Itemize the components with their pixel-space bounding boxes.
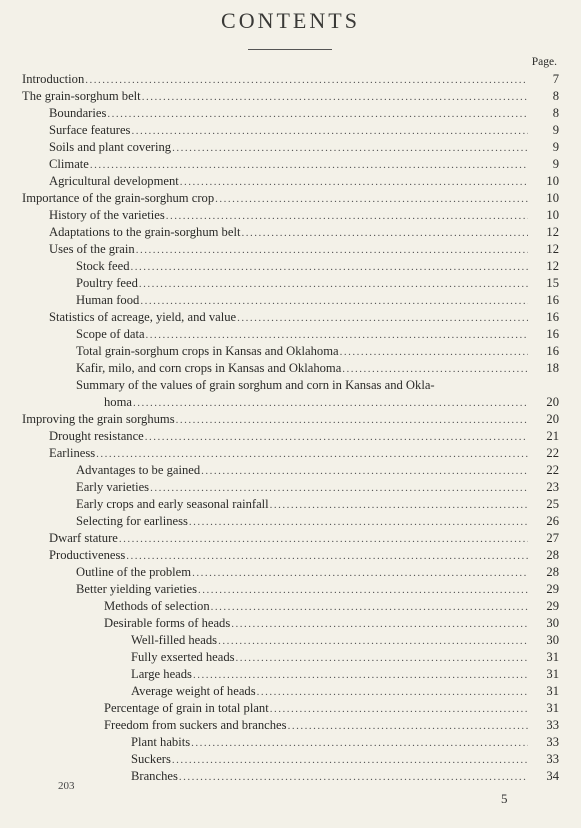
toc-entry-label: Total grain-sorghum crops in Kansas and Oklahoma [76, 344, 339, 358]
dot-leader [172, 752, 528, 769]
toc-entry [22, 173, 559, 190]
toc-entry-page: 27 [546, 531, 559, 545]
toc-entry-page: 31 [546, 701, 559, 715]
toc-entry [22, 411, 559, 428]
dot-leader [172, 140, 528, 157]
dot-leader [236, 650, 528, 667]
toc-entry-label: Better yielding varieties [76, 582, 197, 596]
toc-entry-label: Importance of the grain-sorghum crop [22, 191, 215, 205]
toc-entry-label: Advantages to be gained [76, 463, 201, 477]
toc-entry-page: 34 [546, 769, 559, 783]
toc-entry-label: Large heads [131, 667, 192, 681]
toc-entry [22, 615, 559, 632]
toc-entry-label: Kafir, milo, and corn crops in Kansas and Oklahoma [76, 361, 342, 375]
dot-leader [257, 684, 528, 701]
toc-entry-label: Earliness [49, 446, 96, 460]
toc-entry-page: 21 [546, 429, 559, 443]
toc-entry [22, 122, 559, 139]
toc-entry-label: Methods of selection [104, 599, 210, 613]
toc-entry-page: 16 [546, 293, 559, 307]
toc-entry-label: Desirable forms of heads [104, 616, 231, 630]
toc-entry-page: 9 [552, 157, 559, 171]
dot-leader [342, 361, 528, 378]
toc-entry [22, 445, 559, 462]
toc-entry-page: 22 [546, 446, 559, 460]
dot-leader [139, 276, 528, 293]
toc-entry [22, 207, 559, 224]
toc-entry [22, 190, 559, 207]
toc-entry-page: 15 [546, 276, 559, 290]
page-number: 5 [501, 791, 508, 806]
toc-entry-page: 9 [552, 123, 559, 137]
toc-entry-label: Statistics of acreage, yield, and value [49, 310, 237, 324]
toc-entry-page: 28 [546, 565, 559, 579]
toc-entry [22, 683, 559, 700]
dot-leader [192, 565, 528, 582]
toc-entry-page: 28 [546, 548, 559, 562]
toc-entry-page: 12 [546, 242, 559, 256]
dot-leader [85, 72, 528, 89]
dot-leader [231, 616, 528, 633]
toc-entry-page: 31 [546, 650, 559, 664]
toc-entry [22, 224, 559, 241]
toc-entry-label: Boundaries [49, 106, 107, 120]
dot-leader [107, 106, 528, 123]
toc-entry-page: 18 [546, 361, 559, 375]
toc-entry-label: Human food [76, 293, 140, 307]
toc-entry-page: 23 [546, 480, 559, 494]
dot-leader [146, 327, 528, 344]
title-rule [248, 49, 332, 50]
toc-entry [22, 258, 559, 275]
toc-entry-label: Soils and plant covering [49, 140, 172, 154]
toc-entry [22, 479, 559, 496]
dot-leader [201, 463, 528, 480]
toc-entry-page: 29 [546, 582, 559, 596]
dot-leader [150, 480, 528, 497]
dot-leader [218, 633, 528, 650]
toc-entry-label: Well-filled heads [131, 633, 218, 647]
toc-entry-label: Surface features [49, 123, 131, 137]
toc-entry [22, 360, 559, 377]
toc-entry-page: 33 [546, 718, 559, 732]
toc-entry-page: 9 [552, 140, 559, 154]
toc-entry-page: 16 [546, 344, 559, 358]
toc-entry [22, 666, 559, 683]
dot-leader [145, 429, 528, 446]
toc-entry-label: Stock feed [76, 259, 130, 273]
table-of-contents [22, 71, 559, 785]
toc-entry-page: 26 [546, 514, 559, 528]
dot-leader [340, 344, 528, 361]
toc-entry-label: Average weight of heads [131, 684, 256, 698]
toc-entry [22, 343, 559, 360]
toc-entry-page: 16 [546, 310, 559, 324]
toc-entry [22, 105, 559, 122]
toc-entry-label: The grain-sorghum belt [22, 89, 141, 103]
toc-entry [22, 649, 559, 666]
toc-entry [22, 547, 559, 564]
toc-entry [22, 632, 559, 649]
toc-entry-page: 22 [546, 463, 559, 477]
toc-entry [22, 156, 559, 173]
toc-entry [22, 241, 559, 258]
toc-entry [22, 513, 559, 530]
bulletin-number: 203 [58, 780, 75, 792]
dot-leader [131, 123, 528, 140]
toc-entry-page: 12 [546, 259, 559, 273]
toc-entry [22, 275, 559, 292]
dot-leader [90, 157, 528, 174]
dot-leader [176, 412, 528, 429]
toc-entry-page: 12 [546, 225, 559, 239]
toc-entry-page: 30 [546, 633, 559, 647]
toc-entry [22, 530, 559, 547]
dot-leader [140, 293, 528, 310]
toc-entry [22, 564, 559, 581]
toc-entry-label: Branches [131, 769, 178, 783]
dot-leader [180, 174, 528, 191]
toc-entry-page: 8 [552, 106, 559, 120]
toc-entry-page: 20 [546, 412, 559, 426]
toc-entry [22, 139, 559, 156]
toc-entry [22, 71, 559, 88]
toc-entry [22, 462, 559, 479]
dot-leader [166, 208, 528, 225]
toc-entry [22, 326, 559, 343]
toc-entry-label: Fully exserted heads [131, 650, 235, 664]
toc-entry-label: Introduction [22, 72, 85, 86]
dot-leader [191, 735, 528, 752]
toc-entry-page: 29 [546, 599, 559, 613]
dot-leader [241, 225, 528, 242]
toc-entry-page: 31 [546, 684, 559, 698]
toc-entry [22, 377, 559, 394]
toc-entry-label: Plant habits [131, 735, 191, 749]
toc-entry-label: Adaptations to the grain-sorghum belt [49, 225, 241, 239]
toc-entry [22, 717, 559, 734]
toc-entry-label: Percentage of grain in total plant [104, 701, 269, 715]
toc-entry-label: Freedom from suckers and branches [104, 718, 287, 732]
dot-leader [215, 191, 528, 208]
toc-entry-page: 33 [546, 735, 559, 749]
toc-entry-page: 16 [546, 327, 559, 341]
toc-entry-label: Uses of the grain [49, 242, 135, 256]
dot-leader [133, 395, 528, 412]
dot-leader [270, 497, 528, 514]
toc-entry-label: Poultry feed [76, 276, 138, 290]
toc-entry [22, 88, 559, 105]
toc-entry-label: Summary of the values of grain sorghum and corn in Kansas and Okla- [76, 378, 435, 392]
dot-leader [288, 718, 528, 735]
toc-entry-page: 10 [546, 191, 559, 205]
toc-entry [22, 496, 559, 513]
toc-entry-page: 30 [546, 616, 559, 630]
toc-entry-label: Early varieties [76, 480, 150, 494]
toc-entry-label: Suckers [131, 752, 171, 766]
dot-leader [237, 310, 528, 327]
toc-entry [22, 428, 559, 445]
toc-entry-page: 25 [546, 497, 559, 511]
toc-entry-label: Dwarf stature [49, 531, 118, 545]
dot-leader [126, 548, 528, 565]
toc-entry-label: Selecting for earliness [76, 514, 188, 528]
toc-entry [22, 292, 559, 309]
toc-entry-label: Agricultural development [49, 174, 179, 188]
dot-leader [179, 769, 528, 786]
toc-entry-page: 10 [546, 174, 559, 188]
toc-entry-label: Drought resistance [49, 429, 144, 443]
toc-entry-page: 33 [546, 752, 559, 766]
toc-entry-label: Improving the grain sorghums [22, 412, 175, 426]
toc-entry-label: Outline of the problem [76, 565, 192, 579]
dot-leader [189, 514, 528, 531]
dot-leader [131, 259, 528, 276]
toc-entry [22, 581, 559, 598]
dot-leader [270, 701, 528, 718]
page-column-header: Page. [531, 56, 557, 68]
dot-leader [136, 242, 528, 259]
toc-entry-page: 8 [552, 89, 559, 103]
toc-entry-page: 31 [546, 667, 559, 681]
toc-entry [22, 394, 559, 411]
toc-entry-label: Scope of data [76, 327, 145, 341]
toc-entry-label: homa [104, 395, 132, 409]
toc-entry-label: Early crops and early seasonal rainfall [76, 497, 269, 511]
dot-leader [198, 582, 528, 599]
toc-entry [22, 734, 559, 751]
toc-entry [22, 309, 559, 326]
dot-leader [211, 599, 528, 616]
toc-entry-label: Productiveness [49, 548, 126, 562]
toc-entry [22, 751, 559, 768]
dot-leader [119, 531, 528, 548]
page-title: CONTENTS [221, 8, 360, 33]
toc-entry [22, 700, 559, 717]
toc-entry-page: 7 [552, 72, 559, 86]
toc-entry [22, 768, 559, 785]
toc-entry-label: History of the varieties [49, 208, 165, 222]
dot-leader [142, 89, 528, 106]
toc-entry-page: 20 [546, 395, 559, 409]
dot-leader [193, 667, 528, 684]
dot-leader [96, 446, 528, 463]
toc-entry [22, 598, 559, 615]
toc-entry-page: 10 [546, 208, 559, 222]
toc-entry-label: Climate [49, 157, 89, 171]
